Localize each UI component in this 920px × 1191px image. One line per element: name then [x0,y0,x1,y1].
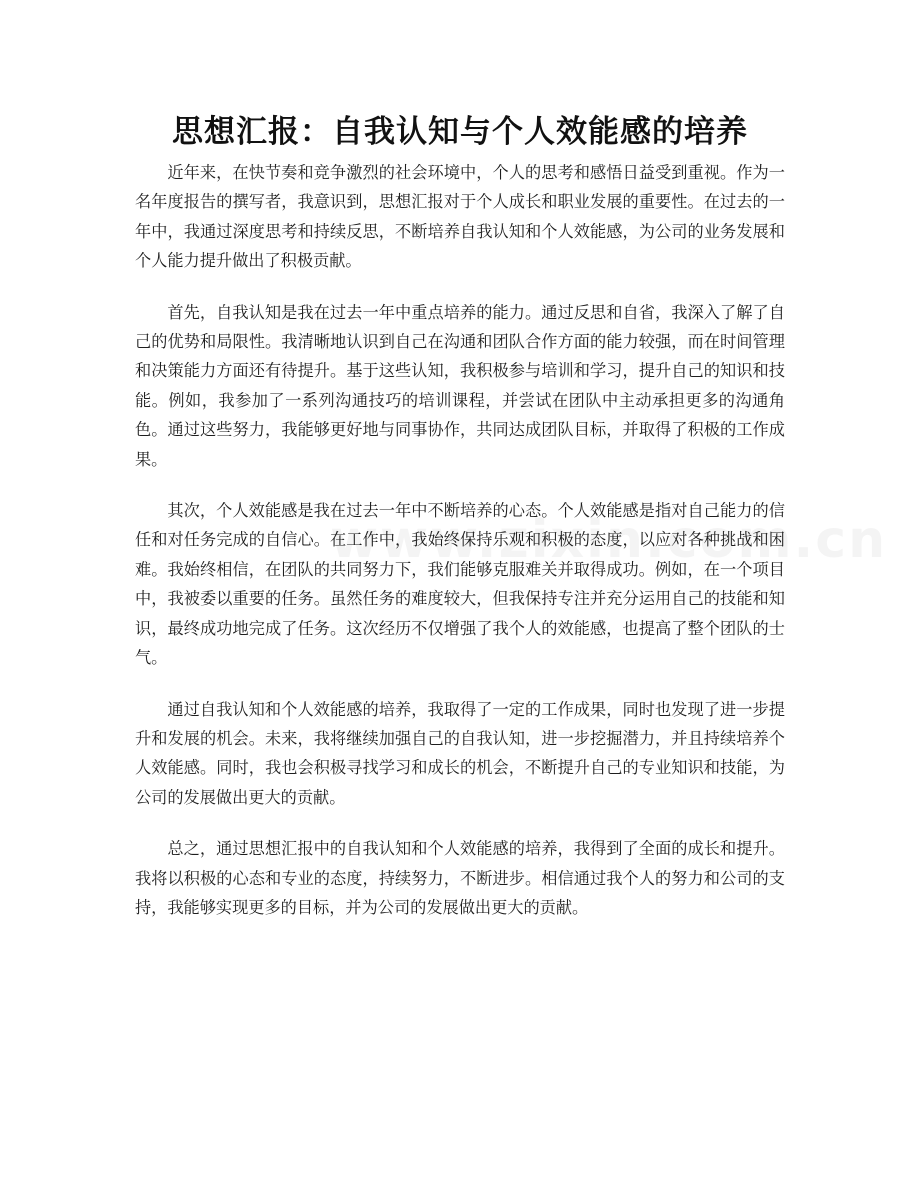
page-title: 思想汇报：自我认知与个人效能感的培养 [172,114,748,150]
document-body [135,158,785,944]
paragraph-3: 其次，个人效能感是我在过去一年中不断培养的心态。个人效能感是指对自己能力的信任和对任务完成的自信心。在工作中，我始终保持乐观和积极的态度，以应对各种挑战和困难。我始终相信，在团队的共同努力下，我们能够克服难关并取得成功。例如，在一个项目中，我被委以重要的任务。虽然任务的难度较大，但我保持专注并充分运用自己的技能和知识，最终成功地完成了任务。这次经历不仅增强了我个人的效能感，也提高了整个团队的士气。 [135,501,785,668]
paragraph-5: 总之，通过思想汇报中的自我认知和个人效能感的培养，我得到了全面的成长和提升。我将以积极的心态和专业的态度，持续努力，不断进步。相信通过我个人的努力和公司的支持，我能够实现更多的目标，并为公司的发展做出更大的贡献。 [135,839,785,917]
paragraph-1: 近年来，在快节奏和竞争激烈的社会环境中，个人的思考和感悟日益受到重视。作为一名年度报告的撰写者，我意识到，思想汇报对于个人成长和职业发展的重要性。在过去的一年中，我通过深度思考和持续反思，不断培养自我认知和个人效能感，为公司的业务发展和个人能力提升做出了积极贡献。 [135,163,785,271]
paragraph-4: 通过自我认知和个人效能感的培养，我取得了一定的工作成果，同时也发现了进一步提升和发展的机会。未来，我将继续加强自己的自我认知，进一步挖掘潜力，并且持续培养个人效能感。同时，我也会积极寻找学习和成长的机会，不断提升自己的专业知识和技能，为公司的发展做出更大的贡献。 [135,699,785,807]
paragraph-2: 首先，自我认知是我在过去一年中重点培养的能力。通过反思和自省，我深入了解了自己的优势和局限性。我清晰地认识到自己在沟通和团队合作方面的能力较强，而在时间管理和决策能力方面还有待提升。基于这些认知，我积极参与培训和学习，提升自己的知识和技能。例如，我参加了一系列沟通技巧的培训课程，并尝试在团队中主动承担更多的沟通角色。通过这些努力，我能够更好地与同事协作，共同达成团队目标，并取得了积极的工作成果。 [135,302,785,469]
